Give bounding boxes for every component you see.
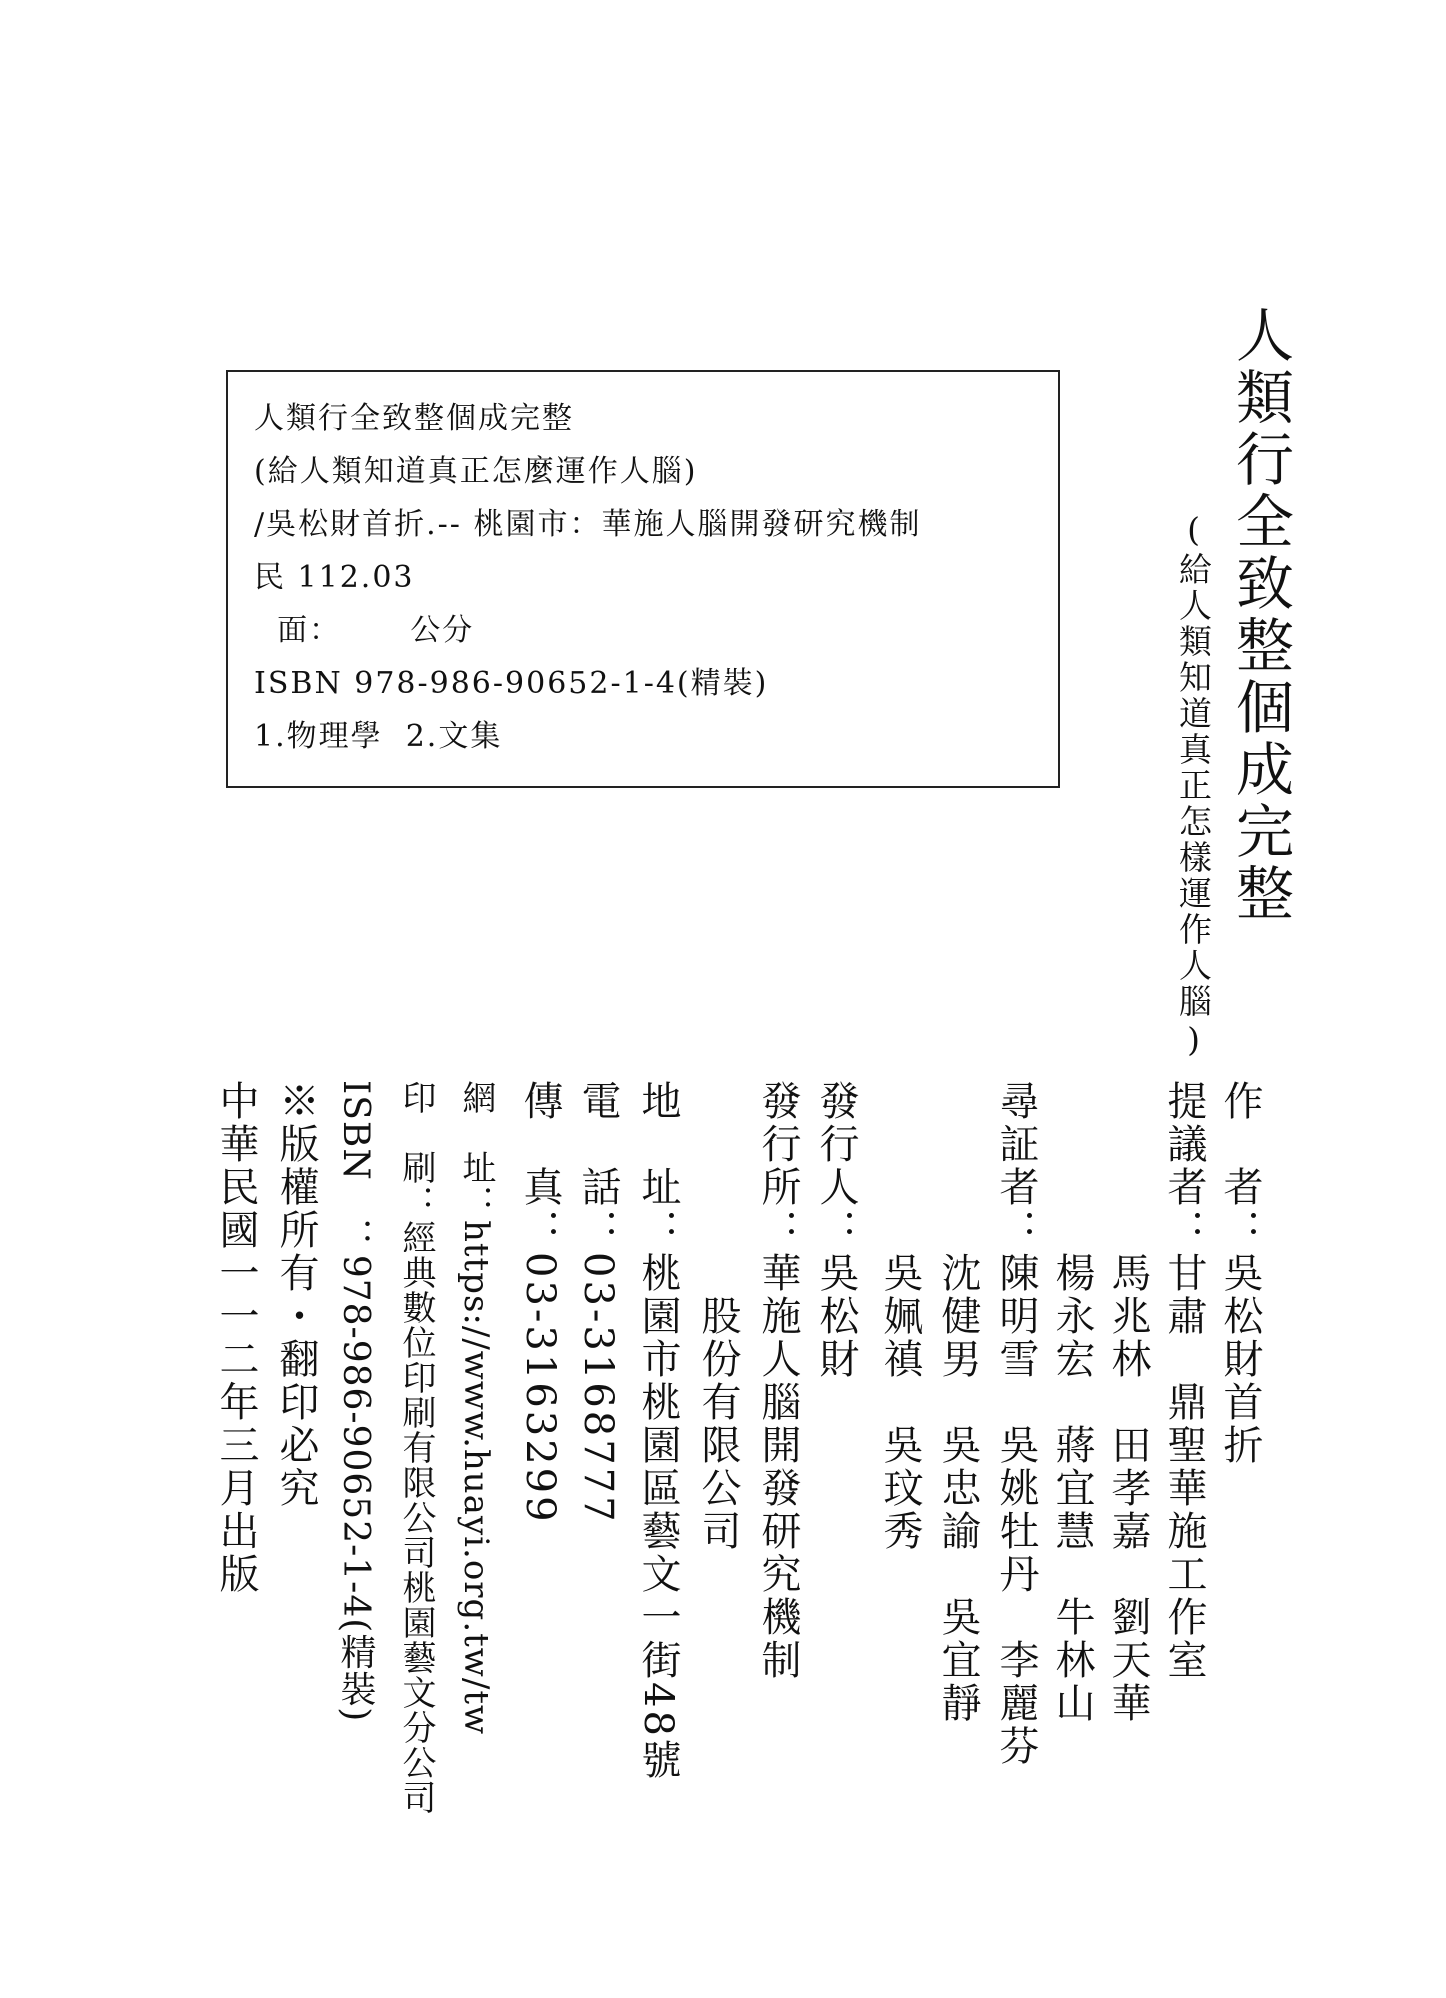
book-subtitle: (給人類知道真正怎樣運作人腦) <box>1174 510 1213 1062</box>
cip-pages: 面： 公分 <box>254 613 475 648</box>
colophon-phone: 電 話：03-3168777 <box>575 1080 621 1525</box>
colophon-proposer-names-1: 馬兆林 田孝嘉 劉天華 <box>1105 1080 1151 1725</box>
colophon-fax: 傳 真：03-3163299 <box>517 1080 563 1525</box>
cip-isbn: ISBN 978-986-90652-1-4(精裝) <box>254 666 769 701</box>
colophon-website: 網 址：https://www.huayi.org.tw/tw <box>456 1080 496 1736</box>
colophon-proposer-names-2: 楊永宏 蔣宜慧 牛林山 <box>1049 1080 1095 1725</box>
colophon-publisher-person: 發行人：吳松財 <box>813 1080 859 1381</box>
colophon-publication-date: 中華民國一一二年三月出版 <box>213 1080 259 1596</box>
cip-box <box>226 370 1060 788</box>
colophon-copyright: ※版權所有・翻印必究 <box>273 1080 319 1510</box>
cip-subjects: 1.物理學 2.文集 <box>254 719 503 754</box>
cip-author-publisher: /吳松財首折.-- 桃園市：華施人腦開發研究機制 <box>254 507 922 542</box>
cip-title: 人類行全致整個成完整 <box>254 401 574 436</box>
colophon-printer: 印 刷：經典數位印刷有限公司桃園藝文分公司 <box>396 1080 436 1815</box>
colophon-publisher-org: 發行所：華施人腦開發研究機制 <box>755 1080 801 1682</box>
colophon-verifier-names-1: 沈健男 吳忠諭 吳宜靜 <box>935 1080 981 1725</box>
colophon-address: 地 址：桃園市桃園區藝文一街48號 <box>635 1080 681 1782</box>
colophon-publisher-org-suffix: 股份有限公司 <box>695 1080 741 1553</box>
colophon-verifier: 尋証者：陳明雪 吳姚牡丹 李麗芬 <box>993 1080 1039 1768</box>
book-title: 人類行全致整個成完整 <box>1226 305 1294 925</box>
colophon-verifier-names-2: 吳姵禛 吳玟秀 <box>877 1080 923 1553</box>
colophon-isbn: ISBN ：978-986-90652-1-4(精裝) <box>335 1080 376 1723</box>
colophon-proposer: 提議者：甘肅 鼎聖華施工作室 <box>1161 1080 1207 1682</box>
colophon-author: 作 者：吳松財首折 <box>1217 1080 1263 1467</box>
cip-subtitle: (給人類知道真正怎麼運作人腦) <box>254 454 698 489</box>
cip-date: 民 112.03 <box>254 560 415 595</box>
